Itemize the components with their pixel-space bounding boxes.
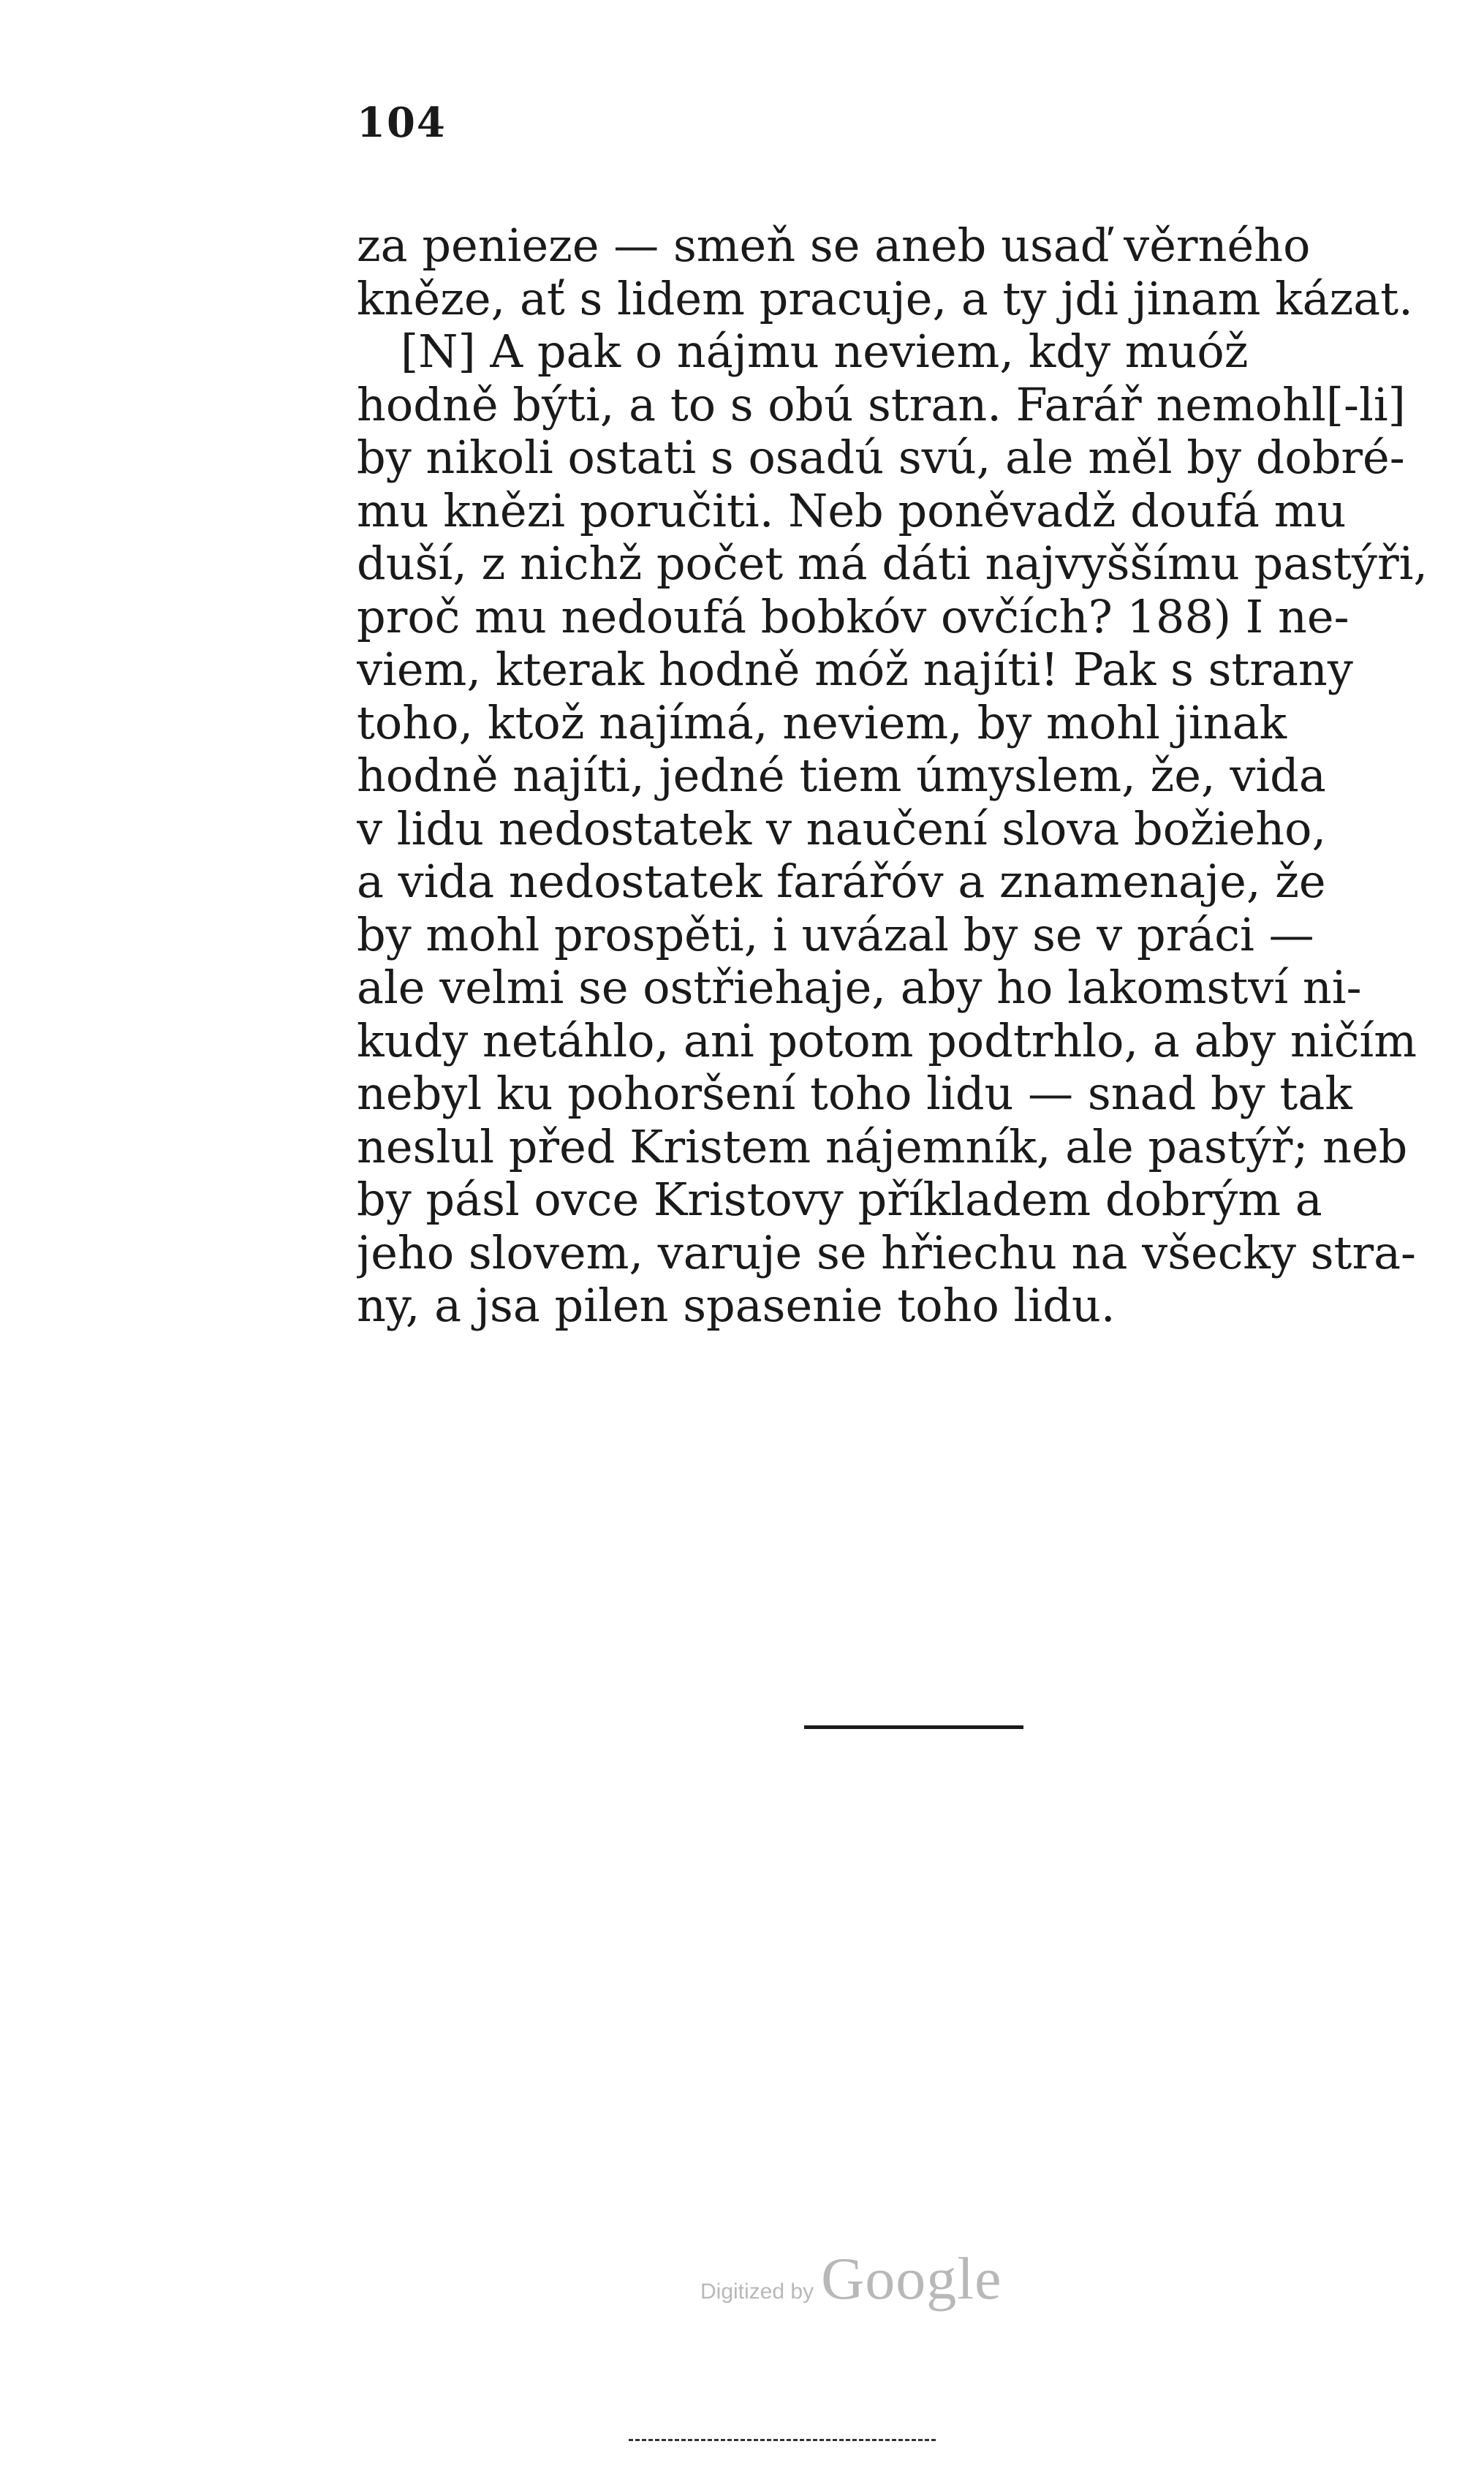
text-line: by nikoli ostati s osadú svú, ale měl by dobré-	[357, 431, 1405, 484]
text-line: nebyl ku pohoršení toho lidu — snad by tak	[357, 1067, 1352, 1120]
text-line: toho, ktož najímá, neviem, by mohl jinak	[357, 696, 1287, 749]
text-line: hodně najíti, jedné tiem úmyslem, že, vida	[357, 749, 1326, 802]
digitization-watermark	[700, 2244, 1002, 2313]
text-line: ny, a jsa pilen spasenie toho lidu.	[357, 1279, 1116, 1332]
text-line: v lidu nedostatek v naučení slova božieho,	[357, 802, 1327, 855]
text-line: jeho slovem, varuje se hřiechu na všecky stra-	[357, 1226, 1417, 1279]
text-line: hodně býti, a to s obú stran. Farář nemohl[-li]	[357, 378, 1406, 431]
body-text	[357, 219, 1483, 1333]
text-line: by pásl ovce Kristovy příkladem dobrým a	[357, 1173, 1322, 1226]
page-number: 104	[357, 99, 447, 147]
text-line: neslul před Kristem nájemník, ale pastýř; neb	[357, 1120, 1408, 1173]
text-line: by mohl prospěti, i uvázal by se v práci —	[357, 908, 1314, 961]
text-line: proč mu nedoufá bobkóv ovčích? 188) I ne-	[357, 590, 1349, 643]
google-logo: Google	[821, 2245, 1002, 2312]
text-line: mu knězi poručiti. Neb poněvadž doufá mu	[357, 484, 1347, 537]
text-line: [N] A pak o nájmu neviem, kdy muóž	[401, 325, 1249, 378]
watermark-prefix: Digitized by	[700, 2280, 814, 2304]
text-line: viem, kterak hodně móž najíti! Pak s strany	[357, 643, 1353, 696]
text-line: za penieze — smeň se aneb usaď věrného	[357, 219, 1311, 272]
text-line: a vida nedostatek farářóv a znamenaje, že	[357, 855, 1326, 908]
scan-edge-mark	[629, 2439, 936, 2441]
section-end-rule	[804, 1725, 1023, 1729]
text-line: duší, z nichž počet má dáti najvyššímu pastýři,	[357, 537, 1428, 590]
text-line: kudy netáhlo, ani potom podtrhlo, a aby ničím	[357, 1014, 1417, 1067]
text-line: kněze, ať s lidem pracuje, a ty jdi jinam kázat.	[357, 272, 1413, 325]
text-line: ale velmi se ostřiehaje, aby ho lakomství ni-	[357, 961, 1362, 1014]
